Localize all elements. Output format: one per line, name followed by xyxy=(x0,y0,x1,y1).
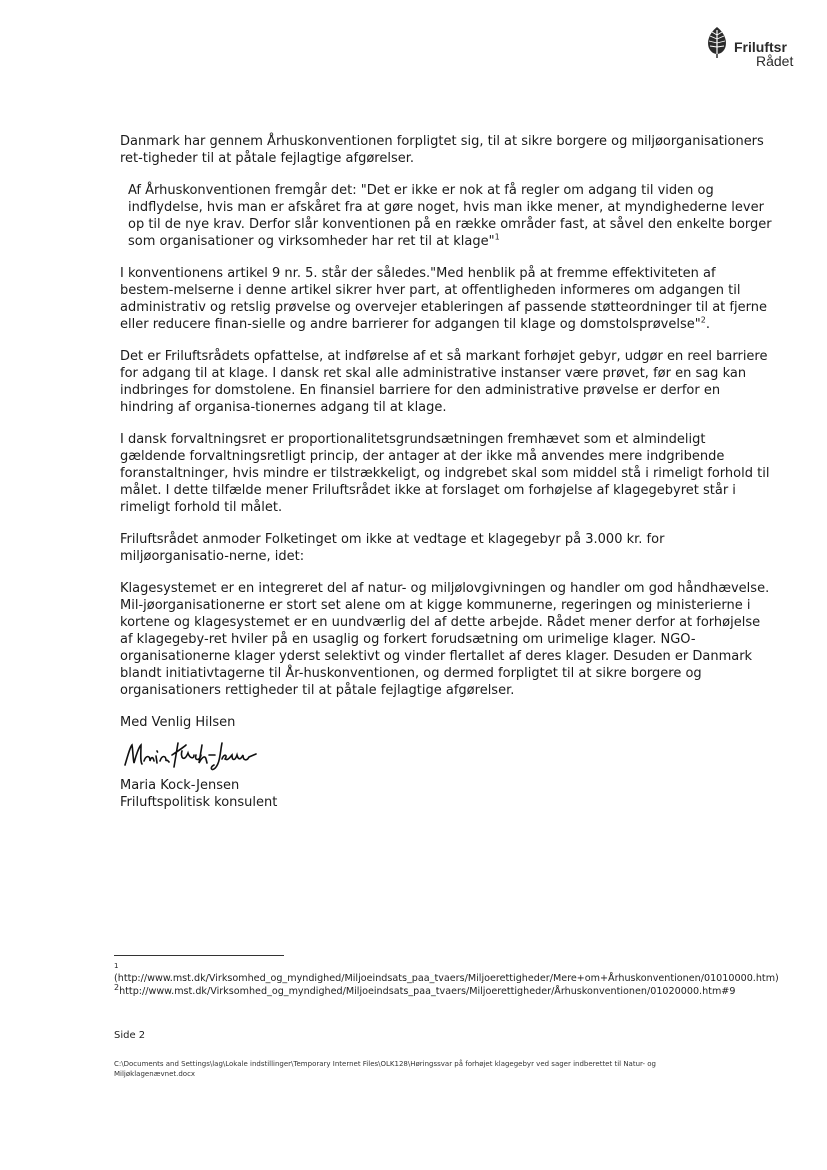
footnote-2-text: http://www.mst.dk/Virksomhed_og_myndighed/Miljoeindsats_paa_tvaers/Miljoerettigheder/Århuskonventionen/01020000.htm#9 xyxy=(119,986,736,997)
letter-body xyxy=(120,133,772,811)
page-number: Side 2 xyxy=(114,1030,146,1041)
file-path: C:\Documents and Settings\lag\Lokale indstillinger\Temporary Internet Files\OLK128\Høringssvar på forhøjet klagegebyr ved sager indberettet til Natur- og Miljøklagenævnet.docx xyxy=(114,1060,656,1078)
footnote-2 xyxy=(114,982,794,998)
footnote-ref-1: 1 xyxy=(494,232,500,242)
signatory-name: Maria Kock-Jensen xyxy=(120,778,240,793)
paragraph-4: Det er Friluftsrådets opfattelse, at indførelse af et så markant forhøjet gebyr, udgør en reel barriere for adgang til at klage. I dansk ret skal alle administrative instanser være prøvet, før en sag kan indbringes for domstolene. En finansiel barriere for den administrative prøvelse er derfor en hindring af organisa-tionernes adgang til at klage. xyxy=(120,349,768,415)
leaf-icon xyxy=(704,26,730,58)
friluftsraadet-logo xyxy=(704,24,814,74)
footnote-1-text: (http://www.mst.dk/Virksomhed_og_myndighed/Miljoeindsats_paa_tvaers/Miljoerettigheder/Mere+om+Århuskonventionen/01010000.htm) xyxy=(114,973,779,984)
closing-greeting: Med Venlig Hilsen xyxy=(120,715,236,730)
handwritten-signature xyxy=(122,737,772,775)
logo-text-line2: Rådet xyxy=(756,53,794,69)
paragraph-3: I konventionens artikel 9 nr. 5. står der således."Med henblik på at fremme effektiviteten af bestem-melserne i denne artikel sikrer hver part, at offentligheden informeres om adgangen til administrativ og retslig prøvelse og overvejer etableringen af passende støtteordninger til at fjerne eller reducere finan-sielle og andre barrierer for adgangen til klage og domstolsprøvelse"$^2$. xyxy=(120,266,767,332)
paragraph-3-text: I konventionens artikel 9 nr. 5. står der således."Med henblik på at fremme effektiviteten af bestem-melserne i denne artikel sikrer hver part, at offentligheden informeres om adgangen til administrativ og retslig prøvelse og overvejer etableringen af passende støtteordninger til at fjerne eller reducere finan-sielle og andre barrierer for adgangen til klage og domstolsprøvelse" xyxy=(120,266,767,332)
logo-text-line1: Friluftsr xyxy=(734,39,787,55)
paragraph-7: Klagesystemet er en integreret del af natur- og miljølovgivningen og handler om god håndhævelse. Mil-jøorganisationerne er stort set alene om at kigge kommunerne, regeringen og ministerierne i kortene og klagesystemet er en uundværlig del af dette arbejde. Rådet mener derfor at forhøjelse af klagegeby-ret hviler på en usaglig og forkert forudsætning om urimelige klager. NGO-organisationerne klager yderst selektivt og vinder flertallet af deres klager. Desuden er Danmark blandt initiativtagerne til År-huskonventionen, og dermed forpligtet til at sikre borgere og organisationers rettigheder til at påtale fejlagtige afgørelser. xyxy=(120,581,770,698)
paragraph-2 xyxy=(128,182,772,250)
footnote-ref-2: 2 xyxy=(700,315,706,325)
signatory-title: Friluftspolitisk konsulent xyxy=(120,795,278,810)
footnote-divider xyxy=(114,955,284,956)
paragraph-6: Friluftsrådet anmoder Folketinget om ikke at vedtage et klagegebyr på 3.000 kr. for miljøorganisatio-nerne, idet: xyxy=(120,532,665,564)
paragraph-5: I dansk forvaltningsret er proportionalitetsgrundsætningen fremhævet som et almindeligt gældende forvaltningsretligt princip, der antager at der ikke må anvendes mere indgribende foranstaltninger, hvis mindre er tilstrækkeligt, og indgrebet skal som middel stå i rimeligt forhold til målet. I dette tilfælde mener Friluftsrådet ikke at forslaget om forhøjelse af klagegebyret står i rimeligt forhold til målet. xyxy=(120,432,770,515)
paragraph-2-text: Af Århuskonventionen fremgår det: "Det er ikke er nok at få regler om adgang til viden og indflydelse, hvis man er afskåret fra at gøre noget, hvis man ikke mener, at myndighederne lever op til de nye krav. Derfor slår konventionen på en række områder fast, at såvel den enkelte borger som organisationer og virksomheder har ret til at klage" xyxy=(128,183,772,249)
footnotes xyxy=(114,955,794,998)
footnote-2-mark: 2 xyxy=(114,982,120,992)
footnote-1-mark: 1 xyxy=(114,962,119,970)
paragraph-1: Danmark har gennem Århuskonventionen forpligtet sig, til at sikre borgere og miljøorganisationers ret-tigheder til at påtale fejlagtige afgørelser. xyxy=(120,134,764,166)
